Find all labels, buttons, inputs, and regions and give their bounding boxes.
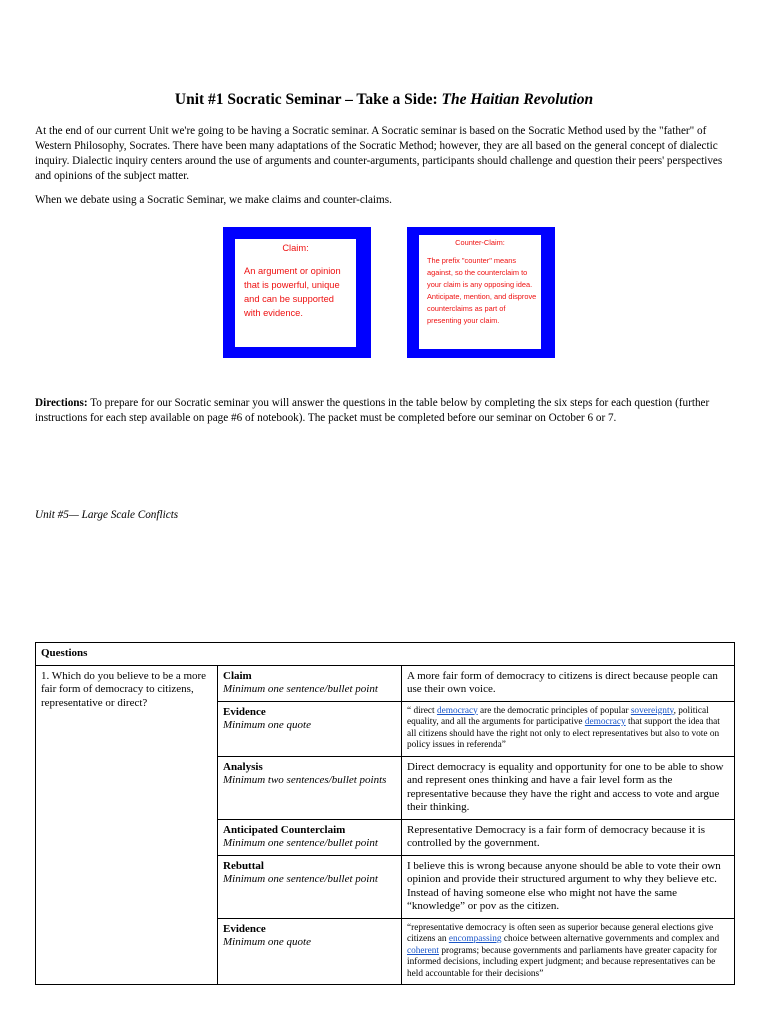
encompassing-link[interactable]: encompassing [448, 934, 502, 944]
intro-section [35, 124, 735, 217]
claim-card-inner [235, 239, 356, 347]
step-requirement: Minimum one sentence/bullet point [223, 683, 378, 695]
questions-table [35, 642, 735, 985]
step-requirement: Minimum two sentences/bullet points [223, 774, 387, 786]
step-requirement: Minimum one quote [223, 719, 311, 731]
answer-text: Direct democracy is equality and opportunity for one to be able to show and represent ones thinking and have a fair level form as the representative because they have the right and access to vote and argue their thinking. [407, 760, 724, 813]
answer-text: representative democracy is often seen as superior because general elections give citizens an [407, 922, 714, 944]
intro-paragraph: At the end of our current Unit we're going to be having a Socratic seminar. A Socratic seminar is based on the Socratic Method used by the "father" of Western Philosophy, Socrates. There have been many adaptations of the Socratic Method; however, they are all based on the general concept of dialectic inquiry. Dialectic inquiry centers around the use of arguments and counter-arguments, participants should challenge and question their peers' perspectives and opinions of the subject matter. [35, 125, 723, 182]
sovereignty-link[interactable]: sovereignty [630, 705, 674, 716]
answer-cell [402, 756, 735, 819]
answer-cell [402, 855, 735, 918]
opening-quote: “ [407, 922, 412, 933]
counter-claim-card-inner [419, 235, 541, 349]
table-header-row [36, 643, 735, 666]
step-cell [218, 918, 402, 985]
answer-text: , political equality, and all the arguments for participative [407, 705, 709, 727]
answer-cell [402, 665, 735, 701]
answer-cell [402, 819, 735, 855]
closing-quote: ” [539, 968, 544, 979]
coherent-link[interactable]: coherent [407, 945, 440, 956]
democracy-link[interactable]: democracy [584, 717, 626, 727]
claim-card-body: An argument or opinion that is powerful, unique and can be supported with evidence. [244, 266, 341, 318]
step-requirement: Minimum one quote [223, 936, 311, 948]
claim-card-heading: Claim: [282, 243, 309, 253]
answer-text: choice between alternative governments and complex and [501, 934, 720, 944]
directions-text: To prepare for our Socratic seminar you will answer the questions in the table below by completing the six steps for each question (further instructions for each step available on page #6 of notebook). The packet must be completed before our seminar on October 6 or 7. [35, 397, 710, 424]
answer-text: that support the idea that all citizens should have the right not only to elect representatives but also to vote on policy issues in referenda [407, 717, 720, 750]
intro-debate-line: When we debate using a Socratic Seminar, we make claims and counter-claims. [35, 194, 392, 206]
claim-card [223, 227, 371, 358]
step-title: Anticipated Counterclaim [223, 823, 346, 836]
democracy-link[interactable]: democracy [436, 705, 478, 716]
step-requirement: Minimum one sentence/bullet point [223, 873, 378, 885]
answer-text: A more fair form of democracy to citizens is direct because people can use their own voice. [407, 669, 718, 695]
table-row [36, 665, 735, 701]
question-cell: 1. Which do you believe to be a more fair form of democracy to citizens, representative or direct? [36, 665, 218, 985]
table-header-label: Questions [41, 647, 88, 659]
answer-cell [402, 701, 735, 756]
answer-text: I believe this is wrong because anyone should be able to vote their own opinion and provide their structured argument to why they believe etc. Instead of having someone else who might not have the same “knowledge” or pov as the citizen. [407, 859, 721, 912]
answer-cell [402, 918, 735, 985]
step-requirement: Minimum one sentence/bullet point [223, 837, 378, 849]
step-title: Rebuttal [223, 859, 264, 872]
step-title: Claim [223, 669, 252, 682]
step-title: Evidence [223, 705, 266, 718]
closing-quote: ” [501, 740, 506, 750]
directions-paragraph [35, 396, 735, 426]
step-cell [218, 819, 402, 855]
step-cell [218, 855, 402, 918]
directions-label: Directions: [35, 397, 88, 409]
step-cell [218, 701, 402, 756]
counter-claim-card [407, 227, 555, 358]
step-title: Evidence [223, 922, 266, 935]
answer-text: are the democratic principles of popular [477, 705, 631, 716]
answer-text: “ direct [407, 705, 437, 716]
page-title: Unit #1 Socratic Seminar – Take a Side: The Haitian Revolution [174, 91, 594, 108]
page-title-italic: The Haitian Revolution [441, 91, 594, 108]
step-cell [218, 756, 402, 819]
answer-text: programs; because governments and parliaments have greater capacity for informed decisions, including expert judgment; and because representatives can be held accountable for their decisions [407, 945, 718, 979]
answer-text: Representative Democracy is a fair form of democracy because it is controlled by the government. [407, 823, 706, 849]
counter-claim-card-body: The prefix "counter" means against, so the counterclaim to your claim is any opposing idea. Anticipate, mention, and disprove counterclaims as part of presenting your claim. [427, 256, 537, 325]
step-title: Analysis [223, 760, 263, 773]
step-cell [218, 665, 402, 701]
unit-label: Unit #5— Large Scale Conflicts [35, 509, 179, 521]
counter-claim-card-heading: Counter-Claim: [455, 238, 505, 247]
table-header-cell [36, 643, 735, 666]
